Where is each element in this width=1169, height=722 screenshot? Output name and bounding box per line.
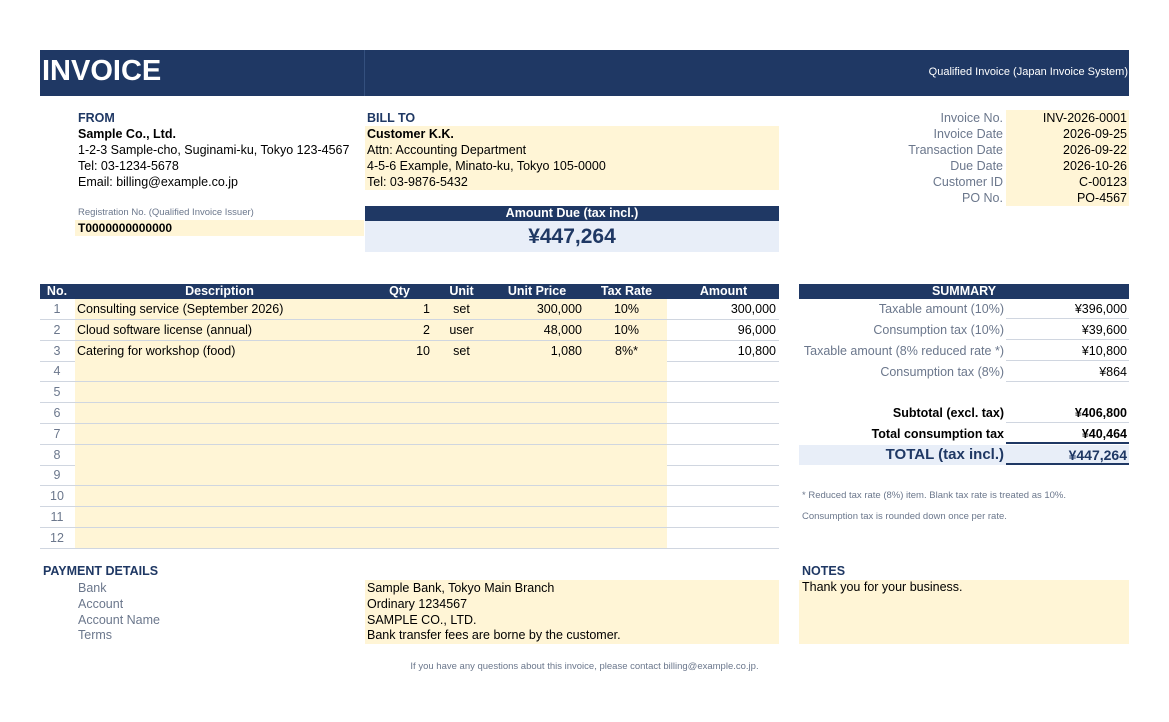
cell-no: 11 [50, 510, 64, 524]
cell-price[interactable] [489, 465, 585, 485]
cell-unit[interactable] [435, 528, 488, 548]
summary-row-label: Consumption tax (8%) [880, 365, 1004, 379]
registration-number[interactable]: T0000000000000 [75, 220, 364, 236]
cell-price[interactable]: 300,000 [536, 302, 582, 316]
table-row [40, 320, 779, 341]
cell-price[interactable] [489, 528, 585, 548]
bill-to-tel: Tel: 03-9876-5432 [367, 175, 468, 189]
bill-to-address: 4-5-6 Example, Minato-ku, Tokyo 105-0000 [367, 159, 606, 173]
meta-po-no [800, 190, 1129, 206]
payment-account-value: Ordinary 1234567 [367, 597, 468, 611]
header-qty: Qty [389, 284, 410, 298]
cell-qty[interactable] [365, 528, 434, 548]
cell-amt [668, 382, 779, 402]
meta-value[interactable]: 2026-10-26 [1006, 158, 1129, 174]
cell-qty[interactable] [365, 465, 434, 485]
cell-qty[interactable] [365, 507, 434, 527]
cell-qty[interactable]: 1 [423, 302, 430, 316]
cell-no: 9 [53, 468, 61, 483]
cell-unit[interactable] [435, 465, 488, 485]
summary-taxable-10 [799, 299, 1129, 319]
cell-unit[interactable] [435, 486, 488, 506]
cell-qty[interactable]: 2 [423, 322, 430, 337]
cell-qty[interactable] [365, 403, 434, 423]
header-description: Description [185, 284, 254, 298]
cell-tax[interactable] [586, 424, 667, 444]
table-row [40, 424, 779, 445]
cell-unit[interactable] [435, 424, 488, 444]
meta-customer-id [800, 174, 1129, 190]
meta-value[interactable]: 2026-09-22 [1006, 142, 1129, 158]
cell-qty[interactable]: 10 [416, 343, 430, 358]
cell-price[interactable] [489, 507, 585, 527]
cell-desc[interactable] [75, 382, 364, 402]
cell-amt [668, 507, 779, 527]
cell-desc[interactable]: Consulting service (September 2026) [77, 302, 284, 316]
summary-row-value: ¥40,464 [1006, 424, 1129, 444]
payment-terms-value: Bank transfer fees are borne by the customer. [367, 628, 621, 642]
cell-price[interactable] [489, 403, 585, 423]
invoice-header-bar [40, 50, 1129, 96]
meta-label: Due Date [950, 159, 1003, 173]
tax-note-reduced: * Reduced tax rate (8%) item. Blank tax rate is treated as 10%. [802, 490, 1067, 501]
cell-amt [668, 486, 779, 506]
payment-bank-label: Bank [78, 581, 107, 595]
table-row [40, 445, 779, 466]
cell-unit[interactable] [435, 445, 488, 465]
payment-bank-value: Sample Bank, Tokyo Main Branch [367, 581, 555, 595]
registration-label: Registration No. (Qualified Invoice Issuer) [78, 207, 254, 218]
cell-unit[interactable] [435, 507, 488, 527]
cell-amt: 300,000 [730, 302, 776, 316]
footer-contact-text: If you have any questions about this invoice, please contact billing@example.co.jp. [410, 661, 759, 672]
cell-amt [668, 528, 779, 548]
header-unit: Unit [449, 284, 474, 298]
summary-tax-8 [799, 362, 1129, 382]
cell-price[interactable] [489, 445, 585, 465]
cell-price[interactable] [489, 486, 585, 506]
cell-desc[interactable] [75, 528, 364, 548]
cell-unit[interactable]: user [449, 322, 474, 337]
cell-qty[interactable] [365, 445, 434, 465]
table-row [40, 486, 779, 507]
cell-desc[interactable]: Catering for workshop (food) [77, 343, 236, 358]
cell-tax[interactable] [586, 403, 667, 423]
cell-price[interactable]: 1,080 [550, 343, 582, 358]
from-tel: Tel: 03-1234-5678 [78, 159, 179, 173]
summary-row-value: ¥396,000 [1006, 299, 1129, 319]
from-name: Sample Co., Ltd. [78, 127, 176, 141]
cell-qty[interactable] [365, 486, 434, 506]
summary-row-label: Consumption tax (10%) [873, 323, 1004, 337]
meta-label: Invoice No. [940, 111, 1003, 125]
summary-row-value: ¥864 [1006, 362, 1129, 382]
meta-due-date [800, 158, 1129, 174]
cell-desc[interactable] [75, 403, 364, 423]
meta-label: Invoice Date [933, 127, 1003, 141]
cell-desc[interactable] [75, 424, 364, 444]
cell-tax[interactable] [586, 507, 667, 527]
table-row [40, 299, 779, 320]
cell-tax[interactable]: 10% [613, 322, 640, 337]
cell-qty[interactable] [365, 382, 434, 402]
cell-tax[interactable] [586, 445, 667, 465]
cell-unit[interactable]: set [453, 343, 470, 358]
meta-value[interactable]: PO-4567 [1006, 190, 1129, 206]
summary-total-label: TOTAL (tax incl.) [885, 446, 1004, 463]
table-row [40, 403, 779, 424]
cell-unit[interactable] [435, 361, 488, 381]
cell-price[interactable] [489, 382, 585, 402]
cell-no: 6 [53, 406, 61, 420]
notes-text: Thank you for your business. [802, 580, 963, 594]
payment-details-label: PAYMENT DETAILS [43, 564, 159, 578]
cell-no: 10 [50, 489, 64, 504]
table-row [40, 341, 779, 362]
table-row [40, 528, 779, 549]
cell-amt [668, 403, 779, 423]
summary-row-label: Subtotal (excl. tax) [892, 406, 1004, 420]
summary-row-label: Taxable amount (10%) [878, 302, 1004, 316]
cell-amt [668, 465, 779, 485]
header-unit-price: Unit Price [507, 284, 567, 298]
cell-no: 7 [53, 426, 61, 441]
summary-row-value: ¥10,800 [1006, 341, 1129, 361]
cell-price[interactable]: 48,000 [543, 322, 582, 337]
cell-no: 1 [53, 302, 61, 316]
cell-tax[interactable] [586, 361, 667, 381]
notes-box[interactable] [799, 580, 1129, 644]
invoice-title: INVOICE [42, 55, 162, 87]
meta-invoice-no [800, 110, 1129, 126]
summary-total-tax [799, 424, 1129, 444]
summary-row-label: Total consumption tax [871, 427, 1004, 441]
amount-due-value: ¥447,264 [365, 221, 779, 252]
payment-account-label: Account [78, 597, 124, 611]
bill-to-attn: Attn: Accounting Department [367, 143, 527, 157]
summary-subtotal [799, 403, 1129, 423]
meta-value[interactable]: 2026-09-25 [1006, 126, 1129, 142]
cell-no: 2 [53, 322, 61, 337]
summary-row-value: ¥39,600 [1006, 320, 1129, 340]
cell-amt [668, 445, 779, 465]
cell-desc[interactable]: Cloud software license (annual) [77, 322, 253, 337]
meta-label: PO No. [962, 191, 1003, 205]
cell-no: 8 [53, 447, 61, 462]
cell-desc[interactable] [75, 465, 364, 485]
meta-invoice-date [800, 126, 1129, 142]
bill-to-label: BILL TO [367, 111, 416, 125]
cell-price[interactable] [489, 424, 585, 444]
cell-amt: 10,800 [737, 343, 776, 358]
cell-tax[interactable] [586, 382, 667, 402]
from-label: FROM [78, 111, 115, 125]
amount-due-label: Amount Due (tax incl.) [365, 206, 779, 221]
summary-taxable-8 [799, 341, 1129, 361]
cell-tax[interactable]: 8%* [615, 343, 638, 358]
invoice-subtitle: Qualified Invoice (Japan Invoice System) [928, 66, 1128, 78]
meta-label: Customer ID [932, 175, 1003, 189]
cell-desc[interactable] [75, 507, 364, 527]
header-tax-rate: Tax Rate [600, 284, 653, 298]
cell-tax[interactable] [586, 528, 667, 548]
notes-label: NOTES [802, 564, 846, 578]
bill-to-block[interactable] [365, 126, 779, 190]
cell-amt [668, 424, 779, 444]
cell-tax[interactable] [586, 465, 667, 485]
payment-terms-label: Terms [78, 628, 113, 642]
payment-account-name-label: Account Name [78, 613, 160, 627]
cell-no: 4 [53, 364, 61, 379]
cell-unit[interactable] [435, 382, 488, 402]
cell-desc[interactable] [75, 445, 364, 465]
header-no: No. [46, 284, 68, 298]
table-row [40, 507, 779, 528]
meta-label: Transaction Date [908, 143, 1003, 157]
cell-desc[interactable] [75, 361, 364, 381]
cell-no: 3 [53, 343, 61, 358]
summary-row-label: Taxable amount (8% reduced rate *) [803, 344, 1004, 358]
cell-amt: 96,000 [737, 322, 776, 337]
table-row [40, 465, 779, 486]
cell-amt [668, 361, 779, 381]
summary-grand-total [799, 445, 1129, 465]
table-row [40, 361, 779, 382]
summary-tax-10 [799, 320, 1129, 340]
cell-price[interactable] [489, 361, 585, 381]
meta-value[interactable]: C-00123 [1006, 174, 1129, 190]
cell-tax[interactable] [586, 486, 667, 506]
bill-to-name: Customer K.K. [367, 127, 454, 141]
cell-unit[interactable] [435, 403, 488, 423]
cell-qty[interactable] [365, 424, 434, 444]
cell-desc[interactable] [75, 486, 364, 506]
header-amount: Amount [699, 284, 748, 298]
from-address: 1-2-3 Sample-cho, Suginami-ku, Tokyo 123-4567 [78, 143, 350, 157]
cell-no: 5 [53, 385, 61, 400]
payment-account-name-value: SAMPLE CO., LTD. [367, 613, 477, 627]
summary-row-value: ¥406,800 [1006, 403, 1129, 423]
meta-value[interactable]: INV-2026-0001 [1006, 110, 1129, 126]
tax-note-rounding: Consumption tax is rounded down once per rate. [802, 511, 1007, 522]
cell-tax[interactable]: 10% [613, 302, 640, 316]
summary-total-value: ¥447,264 [1006, 445, 1129, 465]
from-email: Email: billing@example.co.jp [78, 175, 238, 189]
table-row [40, 382, 779, 403]
cell-qty[interactable] [365, 361, 434, 381]
cell-unit[interactable]: set [453, 302, 470, 316]
from-block [78, 110, 364, 190]
meta-transaction-date [800, 142, 1129, 158]
summary-label: SUMMARY [799, 284, 1129, 299]
cell-no: 12 [50, 530, 64, 545]
